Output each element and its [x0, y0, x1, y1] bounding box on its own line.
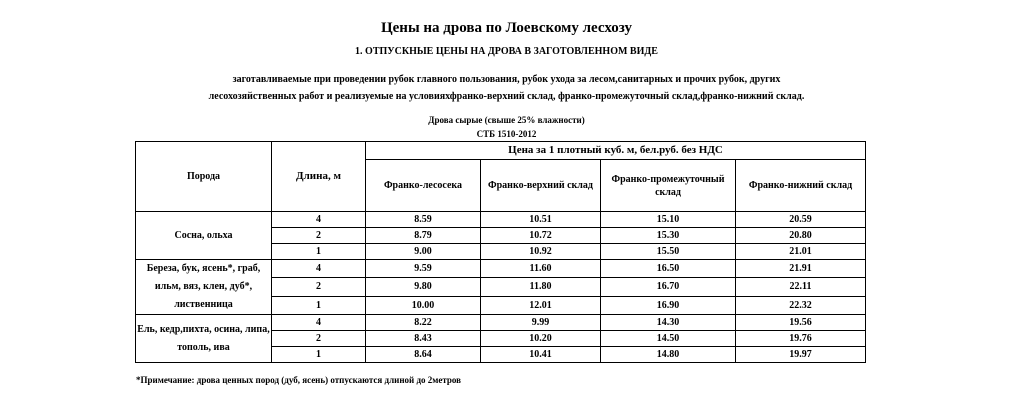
length-cell: 4	[272, 315, 366, 331]
length-cell: 1	[272, 347, 366, 363]
footnote: *Примечание: дрова ценных пород (дуб, ясень) отпускаются длиной до 2метров	[136, 375, 462, 385]
price-cell: 12.01	[481, 296, 601, 314]
price-cell: 19.56	[736, 315, 866, 331]
header-franko-verkhniy: Франко-верхний склад	[481, 160, 601, 212]
price-cell: 21.91	[736, 260, 866, 278]
price-cell: 10.00	[366, 296, 481, 314]
price-cell: 8.79	[366, 228, 481, 244]
species-cell: Береза, бук, ясень*, граб, ильм, вяз, клен, дуб*, лиственница	[136, 260, 272, 315]
header-length: Длина, м	[272, 142, 366, 212]
subtitle-standard: СТБ 1510-2012	[476, 129, 537, 139]
header-franko-lesoseka: Франко-лесосека	[366, 160, 481, 212]
section-title: 1. ОТПУСКНЫЕ ЦЕНЫ НА ДРОВА В ЗАГОТОВЛЕННОМ ВИДЕ	[355, 46, 658, 57]
price-table	[135, 141, 866, 363]
price-cell: 10.51	[481, 212, 601, 228]
price-cell: 15.10	[601, 212, 736, 228]
price-cell: 11.80	[481, 278, 601, 296]
price-cell: 19.97	[736, 347, 866, 363]
price-cell: 9.59	[366, 260, 481, 278]
length-cell: 1	[272, 296, 366, 314]
length-cell: 2	[272, 228, 366, 244]
price-cell: 20.80	[736, 228, 866, 244]
price-cell: 10.41	[481, 347, 601, 363]
price-cell: 9.00	[366, 244, 481, 260]
description-line-2: лесохозяйственных работ и реализуемые на условияхфранко-верхний склад, франко-промежуточный склад,франко-нижний склад.	[208, 91, 805, 102]
price-cell: 16.90	[601, 296, 736, 314]
page-title: Цены на дрова по Лоевскому лесхозу	[380, 20, 632, 36]
price-cell: 20.59	[736, 212, 866, 228]
species-cell: Сосна, ольха	[136, 212, 272, 260]
length-cell: 4	[272, 260, 366, 278]
price-cell: 14.30	[601, 315, 736, 331]
length-cell: 1	[272, 244, 366, 260]
price-cell: 22.11	[736, 278, 866, 296]
price-cell: 8.22	[366, 315, 481, 331]
price-cell: 22.32	[736, 296, 866, 314]
table-row	[136, 260, 866, 278]
price-cell: 8.64	[366, 347, 481, 363]
length-cell: 2	[272, 331, 366, 347]
price-cell: 8.59	[366, 212, 481, 228]
table-row	[136, 315, 866, 331]
price-cell: 14.50	[601, 331, 736, 347]
price-cell: 10.92	[481, 244, 601, 260]
length-cell: 4	[272, 212, 366, 228]
price-cell: 9.80	[366, 278, 481, 296]
table-row	[136, 212, 866, 228]
price-cell: 10.20	[481, 331, 601, 347]
price-cell: 9.99	[481, 315, 601, 331]
price-cell: 11.60	[481, 260, 601, 278]
price-cell: 14.80	[601, 347, 736, 363]
price-cell: 8.43	[366, 331, 481, 347]
length-cell: 2	[272, 278, 366, 296]
subtitle-moisture: Дрова сырые (свыше 25% влажности)	[428, 115, 585, 125]
price-cell: 15.30	[601, 228, 736, 244]
header-species: Порода	[136, 142, 272, 212]
price-cell: 10.72	[481, 228, 601, 244]
price-cell: 15.50	[601, 244, 736, 260]
price-cell: 21.01	[736, 244, 866, 260]
species-cell: Ель, кедр,пихта, осина, липа, тополь, ива	[136, 315, 272, 363]
description-line-1: заготавливаемые при проведении рубок главного пользования, рубок ухода за лесом,санитарных и прочих рубок, других	[232, 74, 781, 85]
header-price-group: Цена за 1 плотный куб. м, бел.руб. без НДС	[366, 142, 866, 160]
price-cell: 19.76	[736, 331, 866, 347]
header-franko-promezhutochny: Франко-промежуточный склад	[601, 160, 736, 212]
header-franko-nizhniy: Франко-нижний склад	[736, 160, 866, 212]
price-cell: 16.50	[601, 260, 736, 278]
price-cell: 16.70	[601, 278, 736, 296]
